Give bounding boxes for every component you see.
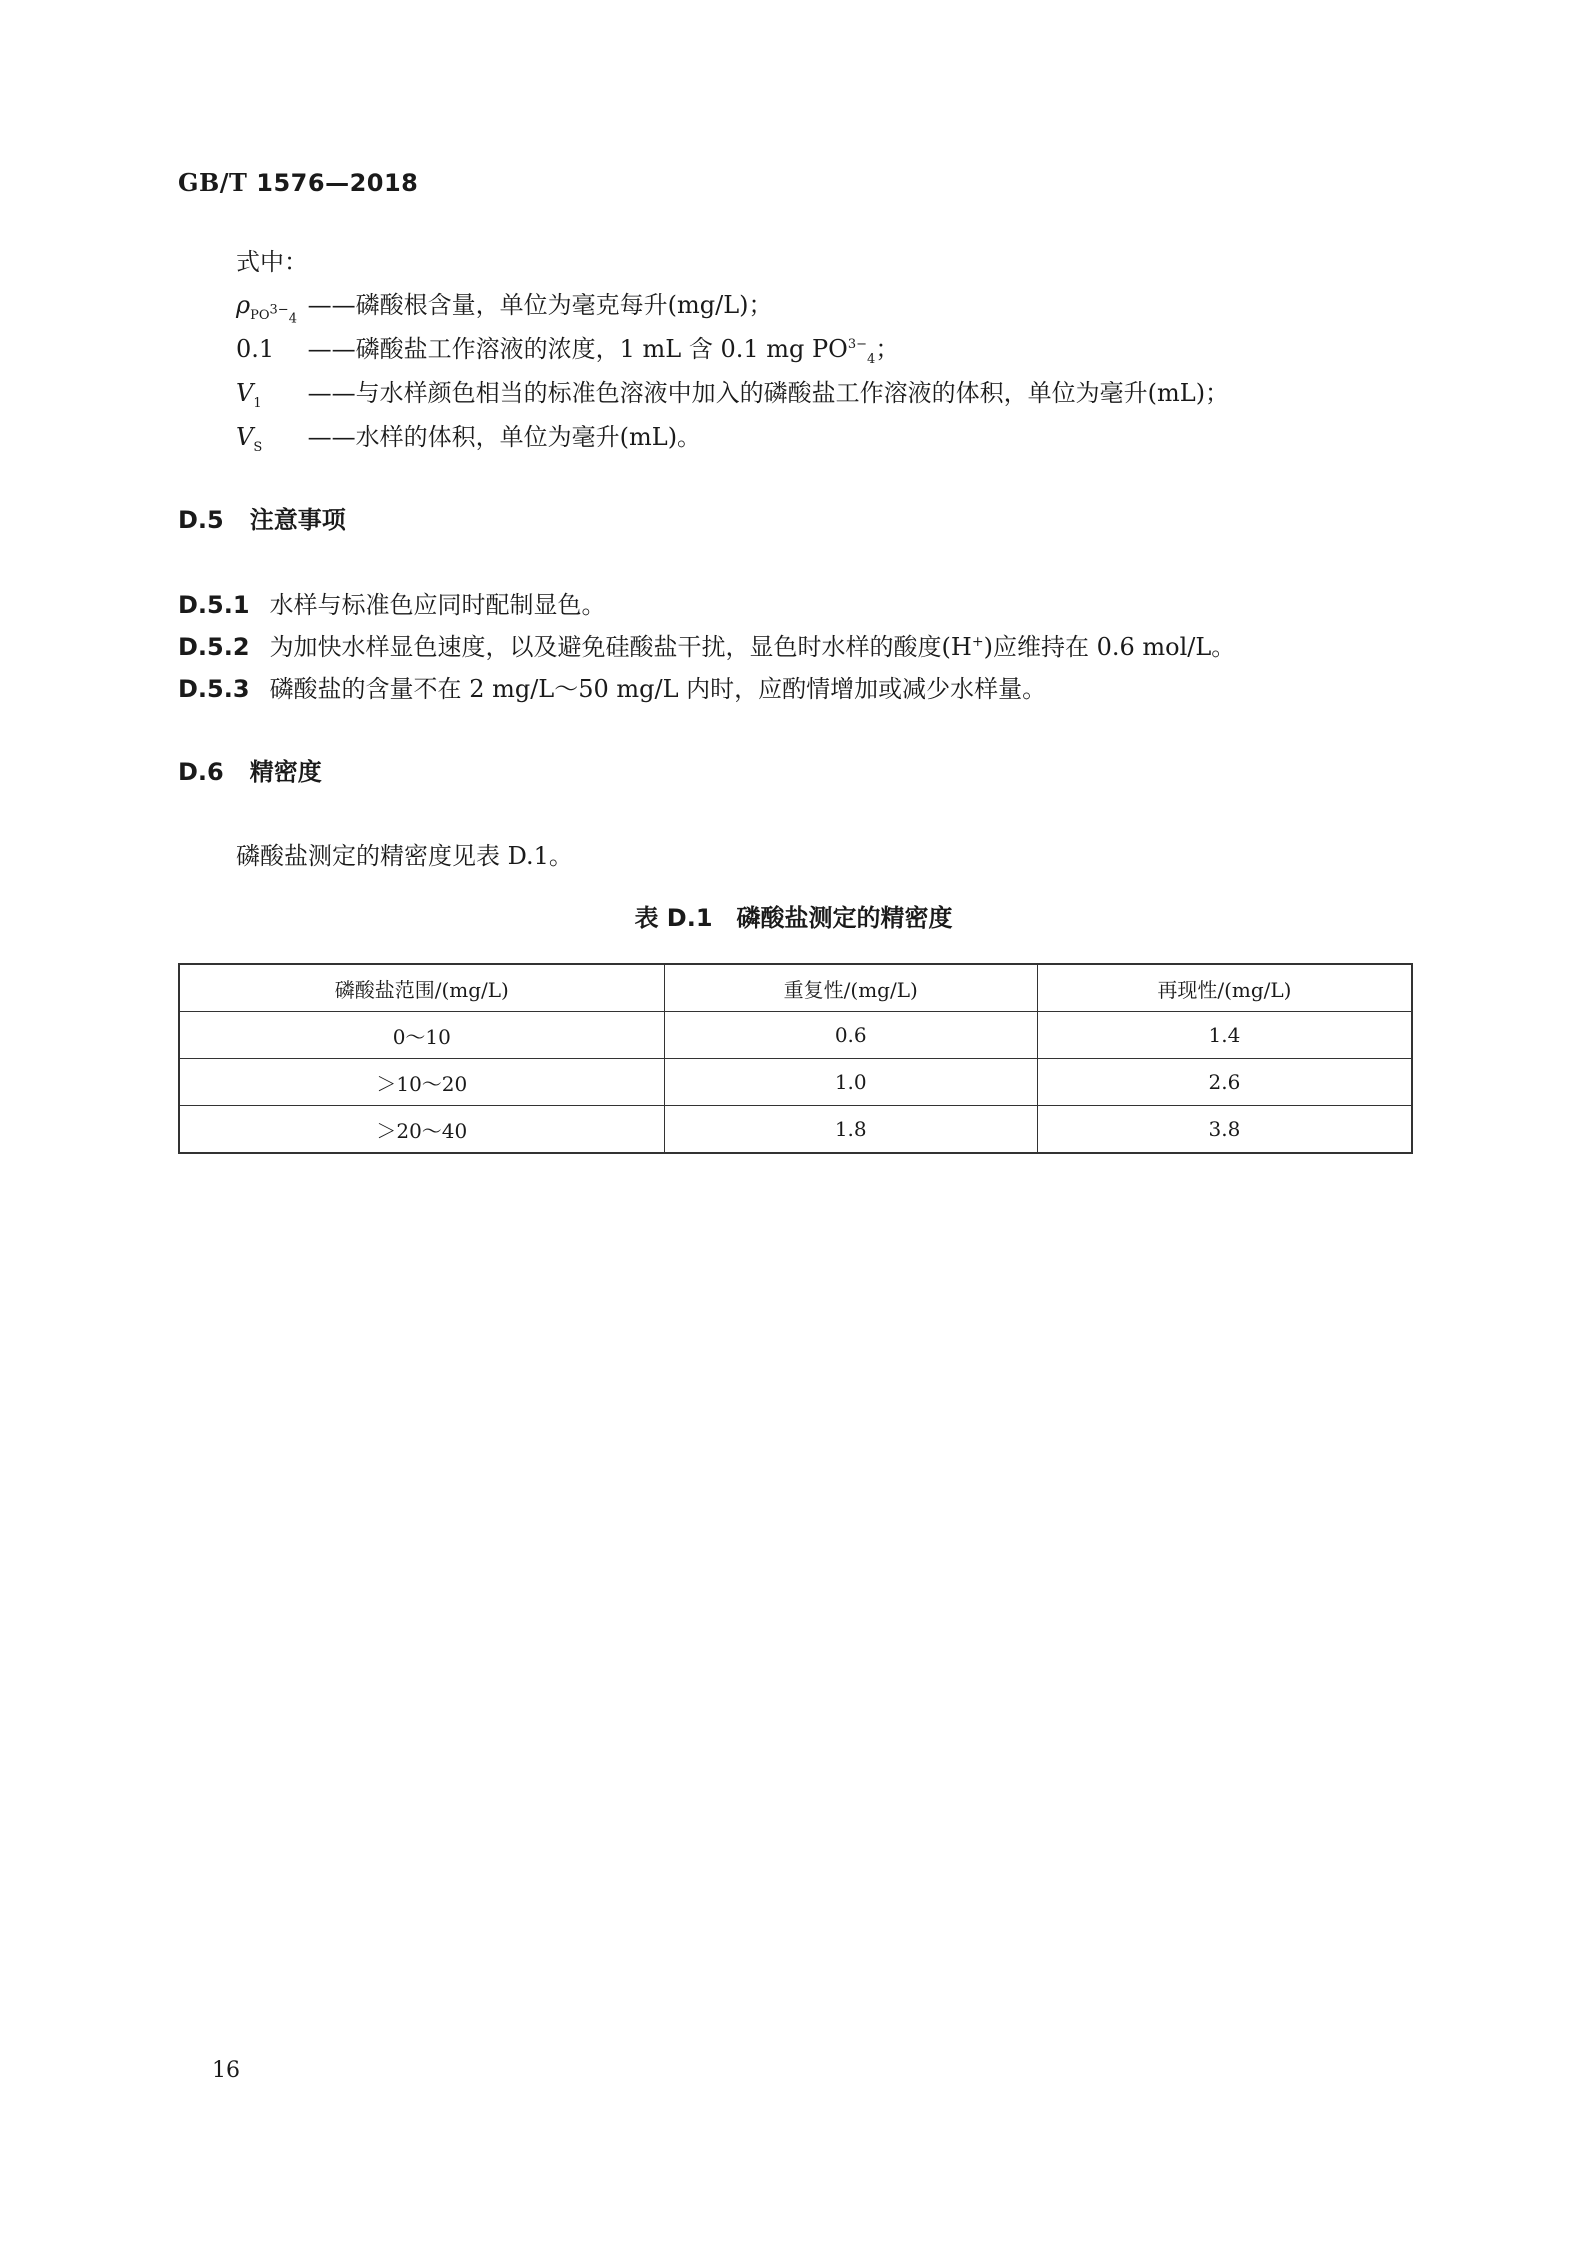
cell-reproducibility: 2.6 (1037, 1059, 1412, 1106)
symbol-rho-sub: PO3−4 (250, 302, 297, 327)
cell-reproducibility: 1.4 (1037, 1012, 1412, 1059)
definition-text: ——与水样颜色相当的标准色溶液中加入的磷酸盐工作溶液的体积，单位为毫升(mL)； (307, 379, 1230, 407)
cell-range: ＞20～40 (179, 1106, 664, 1154)
cell-repeatability: 1.0 (664, 1059, 1037, 1106)
table-caption: 表 D.1 磷酸盐测定的精密度 (634, 904, 953, 932)
table-row (179, 1059, 1412, 1106)
d6-paragraph: 磷酸盐测定的精密度见表 D.1。 (236, 842, 573, 870)
clause-d5-3: D.5.3 磷酸盐的含量不在 2 mg/L～50 mg/L 内时，应酌情增加或减少水样量。 (178, 675, 1047, 703)
header-repeatability: 重复性/(mg/L) (664, 964, 1037, 1012)
cell-repeatability: 0.6 (664, 1012, 1037, 1059)
precision-table (178, 963, 1413, 1154)
section-heading-d5: D.5 注意事项 (178, 505, 346, 534)
document-header (178, 168, 418, 197)
cell-range: 0～10 (179, 1012, 664, 1059)
table-row (179, 1106, 1412, 1154)
clause-d5-1: D.5.1 水样与标准色应同时配制显色。 (178, 591, 606, 619)
standard-code: GB/T (178, 168, 248, 197)
definition-concentration: 0.1 ——磷酸盐工作溶液的浓度，1 mL 含 0.1 mg $PO^{3-}_4$； (236, 335, 900, 367)
table-header-row (179, 964, 1412, 1012)
definition-v1: $V_1$ ——与水样颜色相当的标准色溶液中加入的磷酸盐工作溶液的体积，单位为毫升(mL)； (236, 379, 1230, 411)
clause-d5-2: D.5.2 为加快水样显色速度，以及避免硅酸盐干扰，显色时水样的酸度(H+)应维持在 0.6 mol/L。 (178, 633, 1236, 661)
standard-number: 1576—2018 (256, 169, 419, 197)
symbol-vs: V (236, 423, 254, 451)
header-range: 磷酸盐范围/(mg/L) (179, 964, 664, 1012)
symbol-rho: ρ (236, 291, 251, 319)
cell-repeatability: 1.8 (664, 1106, 1037, 1154)
definition-text: ——水样的体积，单位为毫升(mL)。 (307, 423, 702, 451)
page-number: 16 (212, 2058, 240, 2083)
cell-reproducibility: 3.8 (1037, 1106, 1412, 1154)
symbol-concentration: 0.1 (236, 335, 275, 363)
symbol-v1: V (236, 379, 254, 407)
definition-rho (236, 285, 773, 326)
definition-text: ——磷酸根含量，单位为毫克每升(mg/L)； (307, 291, 773, 319)
definition-vs: $V_S$ ——水样的体积，单位为毫升(mL)。 (236, 423, 702, 455)
formula-intro: 式中： (236, 248, 308, 276)
table-row (179, 1012, 1412, 1059)
definition-text: ——磷酸盐工作溶液的浓度，1 mL 含 0.1 mg PO (307, 335, 848, 363)
cell-range: ＞10～20 (179, 1059, 664, 1106)
header-reproducibility: 再现性/(mg/L) (1037, 964, 1412, 1012)
section-heading-d6: D.6 精密度 (178, 757, 322, 786)
